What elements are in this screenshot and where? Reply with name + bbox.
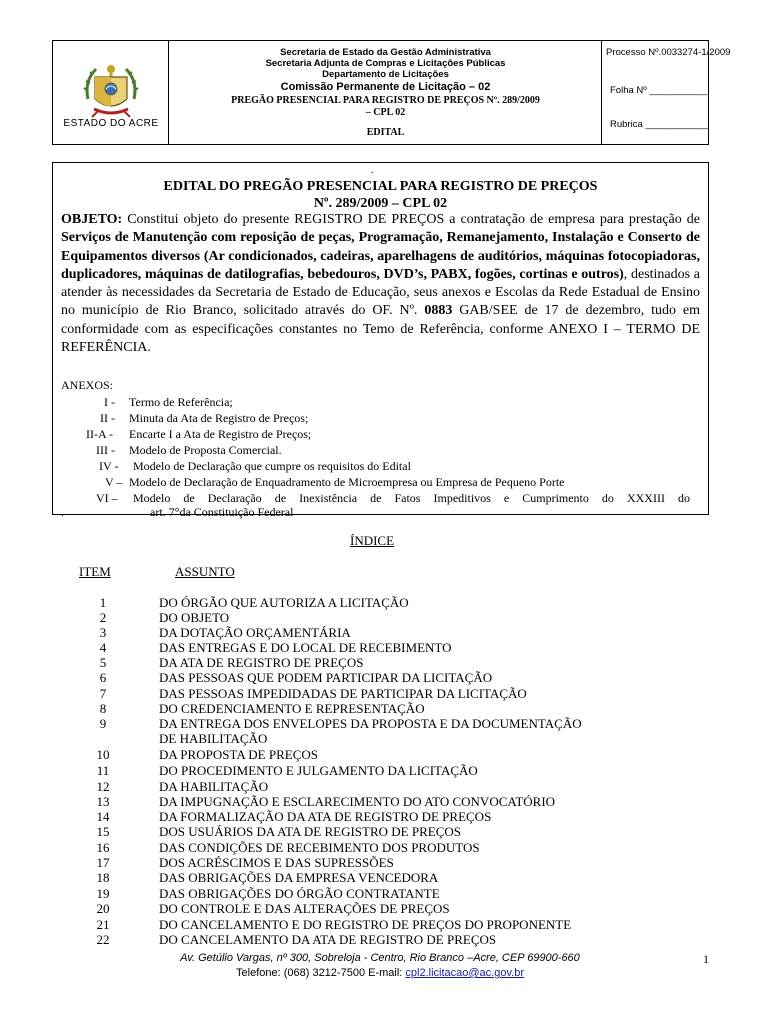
index-item-text: DO OBJETO [159,610,230,625]
index-item-number: 8 [99,701,107,716]
index-item-text: DA ATA DE REGISTRO DE PREÇOS [159,655,364,670]
index-item-number: 17 [96,855,110,870]
state-seal-icon [82,59,140,123]
index-item-number: 5 [99,655,107,670]
footer-email-link[interactable]: cpl2.licitacao@ac.gov.br [405,967,524,979]
index-item-text: DAS PESSOAS IMPEDIDADAS DE PARTICIPAR DA LICITAÇÃO [159,686,527,701]
index-item-text: DA IMPUGNAÇÃO E ESCLARECIMENTO DO ATO CONVOCATÓRIO [159,794,556,809]
index-item-text: DAS CONDIÇÕES DE RECEBIMENTO DOS PRODUTOS [159,840,480,855]
index-item-number: 2 [99,610,107,625]
index-item-text: DA PROPOSTA DE PREÇOS [159,747,318,762]
dot-mark: . [371,165,374,176]
anexo-number: V – [105,475,123,489]
logo-cell [53,41,169,144]
state-name: ESTADO DO ACRE [63,118,159,129]
anexo-number: I - [104,395,115,409]
anexo-text: Minuta da Ata de Registro de Preços; [129,411,309,425]
anexo-number: III - [96,443,115,457]
footer-address: Av. Getúlio Vargas, nº 300, Sobreloja - Centro, Rio Branco –Acre, CEP 69900-660 [180,952,580,964]
edital-summary-box [52,162,709,519]
header-secretaria: Secretaria de Estado da Gestão Administrativa [280,47,491,58]
index-item-text: DOS ACRÉSCIMOS E DAS SUPRESSÕES [159,855,394,870]
folha-field: Folha Nº ___________ [610,85,708,96]
anexo-number: . [61,505,64,519]
index-item-text: DAS OBRIGAÇÕES DO ÓRGÃO CONTRATANTE [159,886,440,901]
header-process-cell [602,41,731,144]
index-item-number: 9 [99,716,107,731]
document-header [52,40,731,145]
index-item-text: DO CREDENCIAMENTO E REPRESENTAÇÃO [159,701,425,716]
index-item-text: DAS ENTREGAS E DO LOCAL DE RECEBIMENTO [159,640,452,655]
index-item-text: DOS USUÁRIOS DA ATA DE REGISTRO DE PREÇOS [159,824,461,839]
index-item-number: 1 [99,595,107,610]
objeto-paragraph [61,211,700,357]
anexo-number: II-A - [86,427,113,441]
anexos-title: ANEXOS: [61,378,114,392]
objeto-label: OBJETO: [61,212,123,227]
header-cpl: – CPL 02 [365,107,406,118]
header-pregao: PREGÃO PRESENCIAL PARA REGISTRO DE PREÇOS Nº. 289/2009 [231,95,540,106]
index-item-number: 11 [96,763,110,778]
footer-contact [0,967,760,979]
indice-title: ÍNDICE [350,533,395,548]
index-item-text: DO CONTROLE E DAS ALTERAÇÕES DE PREÇOS [159,901,450,916]
index-item-number: 20 [96,901,110,916]
header-secretaria-adjunta: Secretaria Adjunta de Compras e Licitações Públicas [265,58,506,69]
page-title [53,178,708,212]
footer-phone: Telefone: (068) 3212-7500 E-mail: [236,967,406,979]
column-header-assunto: ASSUNTO [175,564,235,579]
index-item-number: 16 [96,840,110,855]
anexo-number: II - [100,411,115,425]
anexo-text: Encarte I a Ata de Registro de Preços; [129,427,312,441]
index-item-number: 19 [96,886,110,901]
index-item-number: 21 [96,917,110,932]
index-item-number: 6 [99,670,107,685]
index-item-text: DO PROCEDIMENTO E JULGAMENTO DA LICITAÇÃO [159,763,478,778]
index-item-text: DA ENTREGA DOS ENVELOPES DA PROPOSTA E DA DOCUMENTAÇÃO [159,716,582,731]
index-item-number: 10 [96,747,110,762]
index-item-number: 18 [96,870,110,885]
index-item-text: DO ÓRGÃO QUE AUTORIZA A LICITAÇÃO [159,595,409,610]
index-item-text: DA DOTAÇÃO ORÇAMENTÁRIA [159,625,351,640]
anexo-number: IV - [99,459,119,473]
index-item-text: DO CANCELAMENTO DA ATA DE REGISTRO DE PREÇOS [159,932,497,947]
header-departamento: Departamento de Licitações [322,69,449,80]
index-item-text: DAS OBRIGAÇÕES DA EMPRESA VENCEDORA [159,870,439,885]
index-item-text: DE HABILITAÇÃO [159,731,268,746]
anexo-text: Termo de Referência; [129,395,233,409]
rubrica-field: Rubrica ____________ [610,119,709,130]
objeto-text-3: GAB/SEE de 17 de dezembro, tudo em conformidade com as especificações constantes no Temo de Referência, conforme ANEXO I – TERMO DE REFERÊNCIA. [61,303,700,356]
index-item-number: 14 [96,809,110,824]
index-item-text: DO CANCELAMENTO E DO REGISTRO DE PREÇOS DO PROPONENTE [159,917,572,932]
index-item-text: DA FORMALIZAÇÃO DA ATA DE REGISTRO DE PREÇOS [159,809,492,824]
anexo-number: VI – [96,491,118,505]
anexo-text: Modelo de Declaração de Inexistência de Fatos Impeditivos e Cumprimento do XXXIII do [133,491,690,505]
column-header-item: ITEM [79,564,111,579]
objeto-text-2: , destinados a atender às necessidades da Secretaria de Estado de Educação, seus anexos e Escolas da Rede Estadual de Ensino no município de Rio Branco, solicitado através do OF. Nº. [61,266,700,319]
index-item-number: 15 [96,824,110,839]
index-item-number: 12 [96,779,110,794]
header-comissao: Comissão Permanente de Licitação – 02 [280,81,491,93]
index-item-text: DA HABILITAÇÃO [159,779,269,794]
index-item-number: 7 [99,686,107,701]
page-number: 1 [703,952,709,966]
anexo-text: art. 7°da Constituição Federal [150,505,294,519]
objeto-of-number: 0883 [424,303,453,319]
process-number: Processo Nº.0033274-1/2009 [606,47,731,58]
header-title-cell [169,41,602,144]
title-line-1: EDITAL DO PREGÃO PRESENCIAL PARA REGISTRO DE PREÇOS [163,179,598,194]
index-item-number: 13 [96,794,110,809]
index-item-number: 3 [99,625,107,640]
index-item-text: DAS PESSOAS QUE PODEM PARTICIPAR DA LICITAÇÃO [159,670,493,685]
title-line-2: Nº. 289/2009 – CPL 02 [313,196,448,211]
index-item-number: 4 [99,640,107,655]
anexo-text: Modelo de Declaração que cumpre os requisitos do Edital [133,459,411,473]
anexo-text: Modelo de Proposta Comercial. [129,443,282,457]
anexo-text: Modelo de Declaração de Enquadramento de Microempresa ou Empresa de Pequeno Porte [129,475,565,489]
objeto-text-1: Constitui objeto do presente REGISTRO DE PREÇOS a contratação de empresa para prestação de [122,212,700,227]
header-edital: EDITAL [366,127,405,138]
index-item-number: 22 [96,932,110,947]
objeto-services: Serviços de Manutenção com reposição de peças, Programação, Remanejamento, Instalação e Conserto de Equipamentos diversos (Ar condicionados, cadeiras, aparelhagens de auditórios, máquinas fotocopiadoras, duplicadores, máquinas de datilografias, bebedouros, DVD’s, PABX, fogões, cortinas e outros) [61,230,700,282]
